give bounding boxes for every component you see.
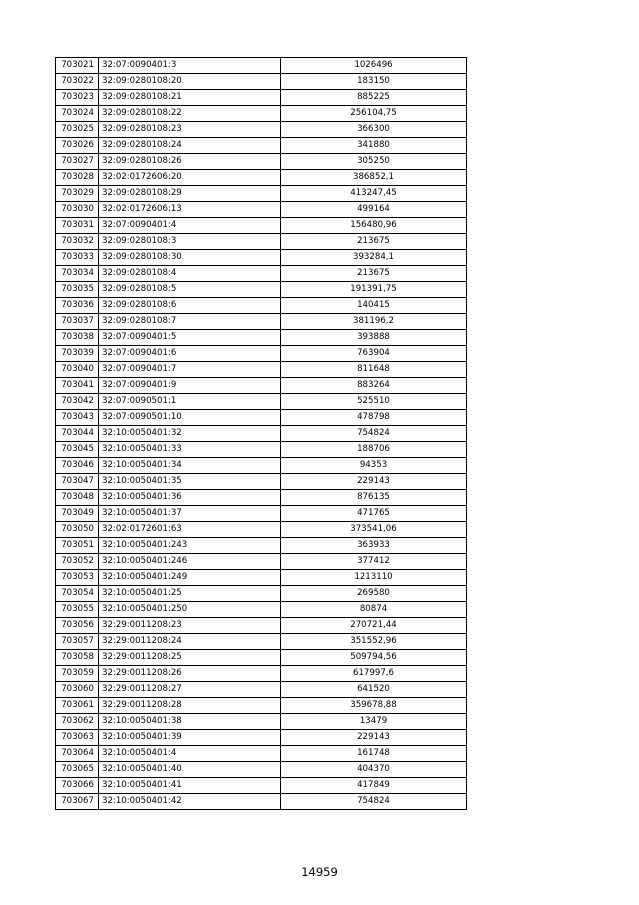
cadastral-value-cell: 381196,2 — [281, 314, 467, 330]
cadastral-number-cell: 32:10:0050401:33 — [99, 442, 281, 458]
cadastral-value-cell: 754824 — [281, 426, 467, 442]
table-row — [56, 522, 467, 538]
cadastral-value-cell: 191391,75 — [281, 282, 467, 298]
cadastral-number-cell: 32:10:0050401:25 — [99, 586, 281, 602]
table-row — [56, 106, 467, 122]
row-number-cell: 703044 — [56, 426, 99, 442]
cadastral-value-cell: 256104,75 — [281, 106, 467, 122]
table-row — [56, 682, 467, 698]
cadastral-value-cell: 366300 — [281, 122, 467, 138]
cadastral-value-cell: 811648 — [281, 362, 467, 378]
cadastral-value-cell: 213675 — [281, 266, 467, 282]
cadastral-number-cell: 32:09:0280108:6 — [99, 298, 281, 314]
row-number-cell: 703063 — [56, 730, 99, 746]
cadastral-value-cell: 341880 — [281, 138, 467, 154]
table-row — [56, 602, 467, 618]
table-row — [56, 474, 467, 490]
cadastral-value-cell: 373541,06 — [281, 522, 467, 538]
row-number-cell: 703032 — [56, 234, 99, 250]
table-row — [56, 58, 467, 74]
page-number: 14959 — [301, 865, 338, 879]
cadastral-number-cell: 32:07:0090401:6 — [99, 346, 281, 362]
cadastral-number-cell: 32:07:0090501:10 — [99, 410, 281, 426]
row-number-cell: 703054 — [56, 586, 99, 602]
cadastral-number-cell: 32:10:0050401:41 — [99, 778, 281, 794]
table-row — [56, 618, 467, 634]
row-number-cell: 703065 — [56, 762, 99, 778]
cadastral-value-cell: 377412 — [281, 554, 467, 570]
cadastral-value-cell: 359678,88 — [281, 698, 467, 714]
cadastral-number-cell: 32:29:0011208:25 — [99, 650, 281, 666]
cadastral-number-cell: 32:29:0011208:28 — [99, 698, 281, 714]
cadastral-number-cell: 32:09:0280108:29 — [99, 186, 281, 202]
cadastral-value-cell: 156480,96 — [281, 218, 467, 234]
table-row — [56, 346, 467, 362]
cadastral-value-cell: 351552,96 — [281, 634, 467, 650]
cadastral-value-cell: 509794,56 — [281, 650, 467, 666]
cadastral-value-cell: 754824 — [281, 794, 467, 810]
cadastral-value-cell: 617997,6 — [281, 666, 467, 682]
cadastral-number-cell: 32:09:0280108:5 — [99, 282, 281, 298]
cadastral-value-cell: 161748 — [281, 746, 467, 762]
row-number-cell: 703047 — [56, 474, 99, 490]
cadastral-number-cell: 32:07:0090401:5 — [99, 330, 281, 346]
row-number-cell: 703031 — [56, 218, 99, 234]
cadastral-number-cell: 32:29:0011208:26 — [99, 666, 281, 682]
row-number-cell: 703042 — [56, 394, 99, 410]
table-row — [56, 394, 467, 410]
cadastral-value-cell: 229143 — [281, 474, 467, 490]
cadastral-number-cell: 32:10:0050401:249 — [99, 570, 281, 586]
row-number-cell: 703061 — [56, 698, 99, 714]
row-number-cell: 703022 — [56, 74, 99, 90]
cadastral-number-cell: 32:10:0050401:32 — [99, 426, 281, 442]
cadastral-number-cell: 32:07:0090401:4 — [99, 218, 281, 234]
cadastral-value-cell: 80874 — [281, 602, 467, 618]
row-number-cell: 703052 — [56, 554, 99, 570]
cadastral-number-cell: 32:09:0280108:3 — [99, 234, 281, 250]
cadastral-number-cell: 32:10:0050401:35 — [99, 474, 281, 490]
row-number-cell: 703048 — [56, 490, 99, 506]
row-number-cell: 703067 — [56, 794, 99, 810]
row-number-cell: 703024 — [56, 106, 99, 122]
cadastral-value-cell: 13479 — [281, 714, 467, 730]
row-number-cell: 703043 — [56, 410, 99, 426]
row-number-cell: 703056 — [56, 618, 99, 634]
row-number-cell: 703045 — [56, 442, 99, 458]
row-number-cell: 703062 — [56, 714, 99, 730]
row-number-cell: 703040 — [56, 362, 99, 378]
cadastral-number-cell: 32:10:0050401:34 — [99, 458, 281, 474]
cadastral-value-cell: 305250 — [281, 154, 467, 170]
table-row — [56, 250, 467, 266]
row-number-cell: 703049 — [56, 506, 99, 522]
table-row — [56, 186, 467, 202]
cadastral-value-cell: 876135 — [281, 490, 467, 506]
cadastral-number-cell: 32:29:0011208:24 — [99, 634, 281, 650]
cadastral-number-cell: 32:02:0172601:63 — [99, 522, 281, 538]
cadastral-value-cell: 471765 — [281, 506, 467, 522]
cadastral-number-cell: 32:07:0090401:3 — [99, 58, 281, 74]
cadastral-value-cell: 140415 — [281, 298, 467, 314]
cadastral-number-cell: 32:02:0172606:20 — [99, 170, 281, 186]
row-number-cell: 703030 — [56, 202, 99, 218]
row-number-cell: 703034 — [56, 266, 99, 282]
cadastral-value-cell: 393284,1 — [281, 250, 467, 266]
cadastral-value-cell: 525510 — [281, 394, 467, 410]
table-row — [56, 314, 467, 330]
table-row — [56, 74, 467, 90]
table-row — [56, 490, 467, 506]
row-number-cell: 703057 — [56, 634, 99, 650]
table-row — [56, 650, 467, 666]
table-row — [56, 666, 467, 682]
cadastral-number-cell: 32:10:0050401:250 — [99, 602, 281, 618]
cadastral-number-cell: 32:10:0050401:37 — [99, 506, 281, 522]
cadastral-number-cell: 32:09:0280108:30 — [99, 250, 281, 266]
row-number-cell: 703027 — [56, 154, 99, 170]
cadastral-number-cell: 32:09:0280108:26 — [99, 154, 281, 170]
row-number-cell: 703064 — [56, 746, 99, 762]
row-number-cell: 703060 — [56, 682, 99, 698]
cadastral-value-cell: 393888 — [281, 330, 467, 346]
cadastral-number-cell: 32:09:0280108:22 — [99, 106, 281, 122]
table-row — [56, 538, 467, 554]
cadastral-number-cell: 32:09:0280108:20 — [99, 74, 281, 90]
cadastral-value-cell: 94353 — [281, 458, 467, 474]
cadastral-number-cell: 32:10:0050401:39 — [99, 730, 281, 746]
cadastral-value-cell: 417849 — [281, 778, 467, 794]
row-number-cell: 703033 — [56, 250, 99, 266]
table-row — [56, 570, 467, 586]
cadastral-number-cell: 32:02:0172606:13 — [99, 202, 281, 218]
row-number-cell: 703035 — [56, 282, 99, 298]
cadastral-value-cell: 188706 — [281, 442, 467, 458]
cadastral-value-cell: 478798 — [281, 410, 467, 426]
table-row — [56, 330, 467, 346]
cadastral-value-cell: 404370 — [281, 762, 467, 778]
table-row — [56, 298, 467, 314]
table-row — [56, 410, 467, 426]
cadastral-number-cell: 32:10:0050401:4 — [99, 746, 281, 762]
row-number-cell: 703066 — [56, 778, 99, 794]
cadastral-number-cell: 32:09:0280108:21 — [99, 90, 281, 106]
cadastral-value-cell: 413247,45 — [281, 186, 467, 202]
cadastral-value-cell: 499164 — [281, 202, 467, 218]
cadastral-value-cell: 1026496 — [281, 58, 467, 74]
cadastral-number-cell: 32:10:0050401:42 — [99, 794, 281, 810]
table-row — [56, 698, 467, 714]
table-row — [56, 746, 467, 762]
row-number-cell: 703053 — [56, 570, 99, 586]
row-number-cell: 703041 — [56, 378, 99, 394]
row-number-cell: 703037 — [56, 314, 99, 330]
cadastral-value-cell: 641520 — [281, 682, 467, 698]
cadastral-number-cell: 32:29:0011208:27 — [99, 682, 281, 698]
table-row — [56, 506, 467, 522]
cadastral-value-cell: 363933 — [281, 538, 467, 554]
cadastral-value-cell: 883264 — [281, 378, 467, 394]
table-row — [56, 154, 467, 170]
table-row — [56, 202, 467, 218]
row-number-cell: 703036 — [56, 298, 99, 314]
table-row — [56, 426, 467, 442]
table-row — [56, 714, 467, 730]
row-number-cell: 703025 — [56, 122, 99, 138]
table-row — [56, 122, 467, 138]
row-number-cell: 703046 — [56, 458, 99, 474]
cadastral-value-cell: 763904 — [281, 346, 467, 362]
cadastral-number-cell: 32:09:0280108:24 — [99, 138, 281, 154]
row-number-cell: 703038 — [56, 330, 99, 346]
cadastral-value-cell: 229143 — [281, 730, 467, 746]
cadastral-value-cell: 213675 — [281, 234, 467, 250]
table-row — [56, 730, 467, 746]
table-row — [56, 762, 467, 778]
cadastral-number-cell: 32:09:0280108:7 — [99, 314, 281, 330]
table-row — [56, 90, 467, 106]
table-row — [56, 218, 467, 234]
row-number-cell: 703059 — [56, 666, 99, 682]
table-row — [56, 554, 467, 570]
row-number-cell: 703028 — [56, 170, 99, 186]
cadastral-number-cell: 32:10:0050401:246 — [99, 554, 281, 570]
table-row — [56, 586, 467, 602]
row-number-cell: 703023 — [56, 90, 99, 106]
table-row — [56, 282, 467, 298]
table-row — [56, 778, 467, 794]
cadastral-value-cell: 270721,44 — [281, 618, 467, 634]
row-number-cell: 703050 — [56, 522, 99, 538]
table-row — [56, 794, 467, 810]
cadastral-value-cell: 269580 — [281, 586, 467, 602]
row-number-cell: 703039 — [56, 346, 99, 362]
table-row — [56, 362, 467, 378]
table-row — [56, 378, 467, 394]
row-number-cell: 703058 — [56, 650, 99, 666]
row-number-cell: 703051 — [56, 538, 99, 554]
cadastral-number-cell: 32:10:0050401:40 — [99, 762, 281, 778]
cadastral-value-table — [55, 57, 467, 810]
cadastral-number-cell: 32:07:0090401:7 — [99, 362, 281, 378]
cadastral-number-cell: 32:07:0090501:1 — [99, 394, 281, 410]
table-row — [56, 634, 467, 650]
cadastral-number-cell: 32:10:0050401:38 — [99, 714, 281, 730]
cadastral-number-cell: 32:29:0011208:23 — [99, 618, 281, 634]
row-number-cell: 703026 — [56, 138, 99, 154]
cadastral-number-cell: 32:09:0280108:4 — [99, 266, 281, 282]
cadastral-value-cell: 885225 — [281, 90, 467, 106]
cadastral-value-cell: 1213110 — [281, 570, 467, 586]
table-row — [56, 442, 467, 458]
cadastral-number-cell: 32:09:0280108:23 — [99, 122, 281, 138]
cadastral-number-cell: 32:10:0050401:36 — [99, 490, 281, 506]
row-number-cell: 703021 — [56, 58, 99, 74]
table-row — [56, 266, 467, 282]
row-number-cell: 703055 — [56, 602, 99, 618]
cadastral-value-cell: 386852,1 — [281, 170, 467, 186]
cadastral-number-cell: 32:10:0050401:243 — [99, 538, 281, 554]
table-row — [56, 170, 467, 186]
row-number-cell: 703029 — [56, 186, 99, 202]
cadastral-number-cell: 32:07:0090401:9 — [99, 378, 281, 394]
table-body — [56, 58, 467, 810]
table-row — [56, 138, 467, 154]
table-row — [56, 458, 467, 474]
table-row — [56, 234, 467, 250]
cadastral-value-cell: 183150 — [281, 74, 467, 90]
